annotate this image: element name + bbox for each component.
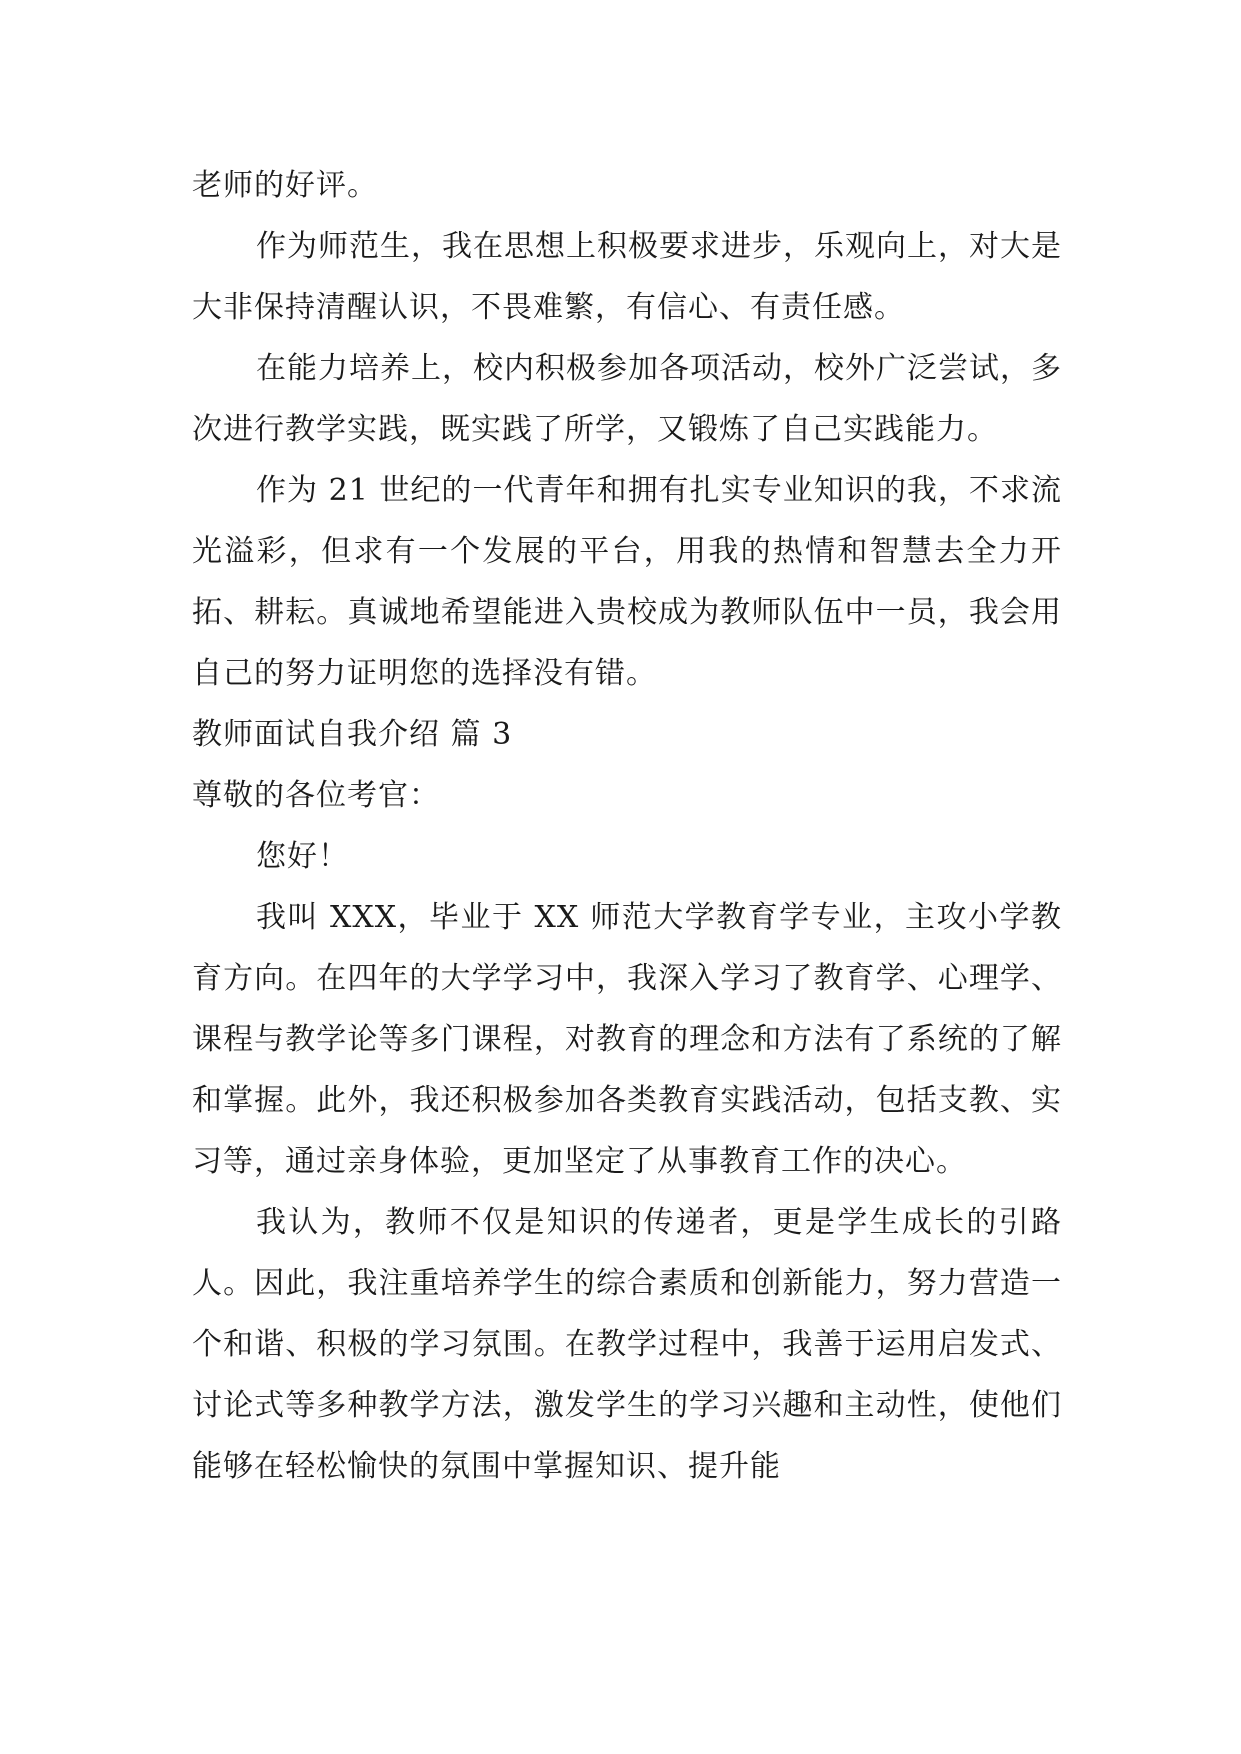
salutation: 尊敬的各位考官：: [192, 778, 440, 813]
document-body: [192, 155, 1062, 1497]
greeting: 您好！: [256, 839, 349, 874]
paragraph-philosophy: 我认为，教师不仅是知识的传递者，更是学生成长的引路人。因此，我注重培养学生的综合素质和创新能力，努力营造一个和谐、积极的学习氛围。在教学过程中，我善于运用启发式、讨论式等多种教学方法，激发学生的学习兴趣和主动性，使他们能够在轻松愉快的氛围中掌握知识、提升能: [192, 1205, 1062, 1484]
paragraph-background: 我叫 XXX，毕业于 XX 师范大学教育学专业，主攻小学教育方向。在四年的大学学习中，我深入学习了教育学、心理学、课程与教学论等多门课程，对教育的理念和方法有了系统的了解和掌握。此外，我还积极参加各类教育实践活动，包括支教、实习等，通过亲身体验，更加坚定了从事教育工作的决心。: [192, 900, 1062, 1179]
paragraph-ability: 在能力培养上，校内积极参加各项活动，校外广泛尝试，多次进行教学实践，既实践了所学，又锻炼了自己实践能力。: [192, 351, 1062, 447]
paragraph-attitude: 作为师范生，我在思想上积极要求进步，乐观向上，对大是大非保持清醒认识，不畏难繁，有信心、有责任感。: [192, 229, 1062, 325]
paragraph-aspiration: 作为 21 世纪的一代青年和拥有扎实专业知识的我，不求流光溢彩，但求有一个发展的平台，用我的热情和智慧去全力开拓、耕耘。真诚地希望能进入贵校成为教师队伍中一员，我会用自己的努力证明您的选择没有错。: [192, 473, 1062, 691]
section-title: 教师面试自我介绍 篇 3: [192, 717, 513, 752]
paragraph-continuation: 老师的好评。: [192, 168, 378, 203]
